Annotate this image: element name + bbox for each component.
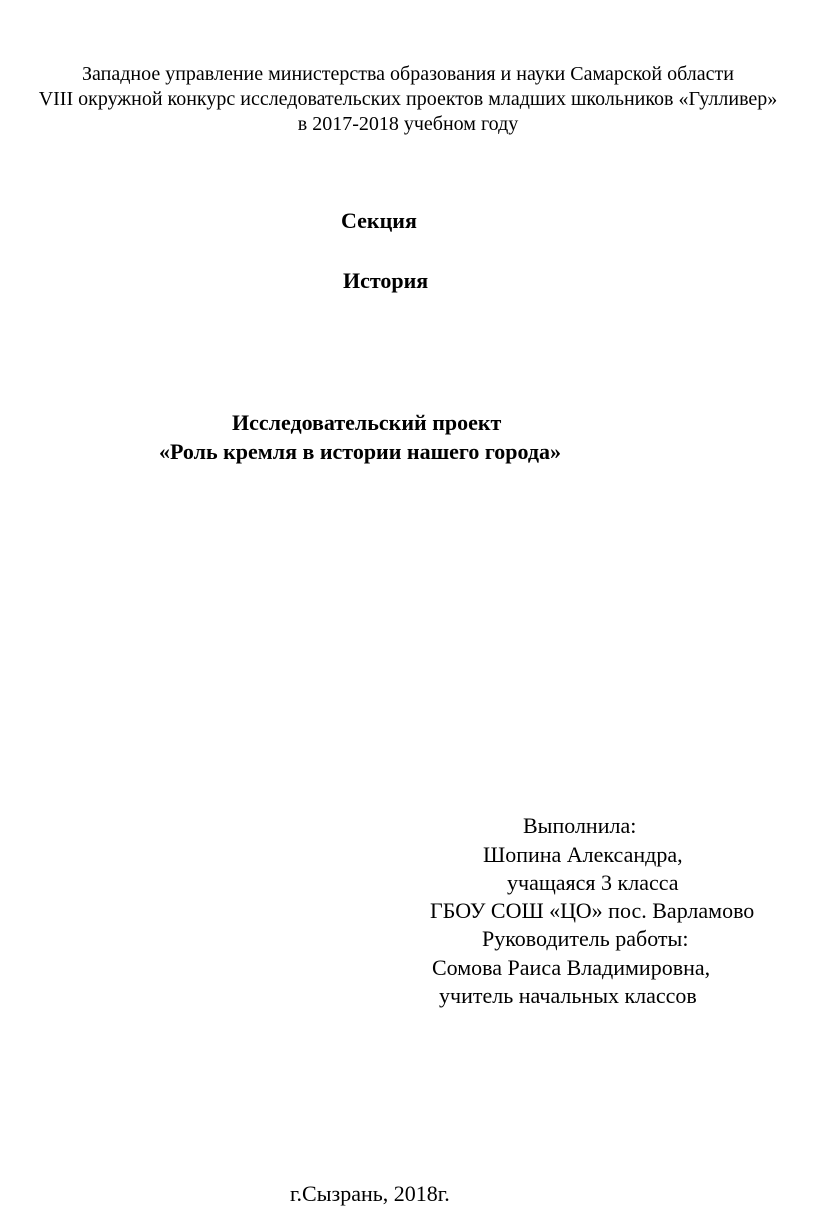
student-name: Шопина Александра,	[483, 842, 683, 867]
school-name: ГБОУ СОШ «ЦО» пос. Варламово	[430, 898, 755, 923]
supervisor-name: Сомова Раиса Владимировна,	[432, 955, 711, 980]
header-ministry: Западное управление министерства образования и науки Самарской области	[82, 63, 734, 85]
header-contest: VIII окружной конкурс исследовательских проектов младших школьников «Гулливер»	[38, 88, 778, 110]
section-label: Секция	[341, 208, 417, 233]
completed-label: Выполнила:	[523, 813, 637, 838]
project-type: Исследовательский проект	[232, 410, 502, 435]
section-name: История	[343, 268, 429, 293]
student-grade: учащаяся 3 класса	[507, 870, 679, 895]
place-year: г.Сызрань, 2018г.	[290, 1181, 450, 1206]
header-year: в 2017-2018 учебном году	[297, 113, 519, 135]
supervisor-label: Руководитель работы:	[482, 926, 689, 951]
supervisor-role: учитель начальных классов	[439, 983, 697, 1008]
project-title: «Роль кремля в истории нашего города»	[159, 439, 562, 464]
